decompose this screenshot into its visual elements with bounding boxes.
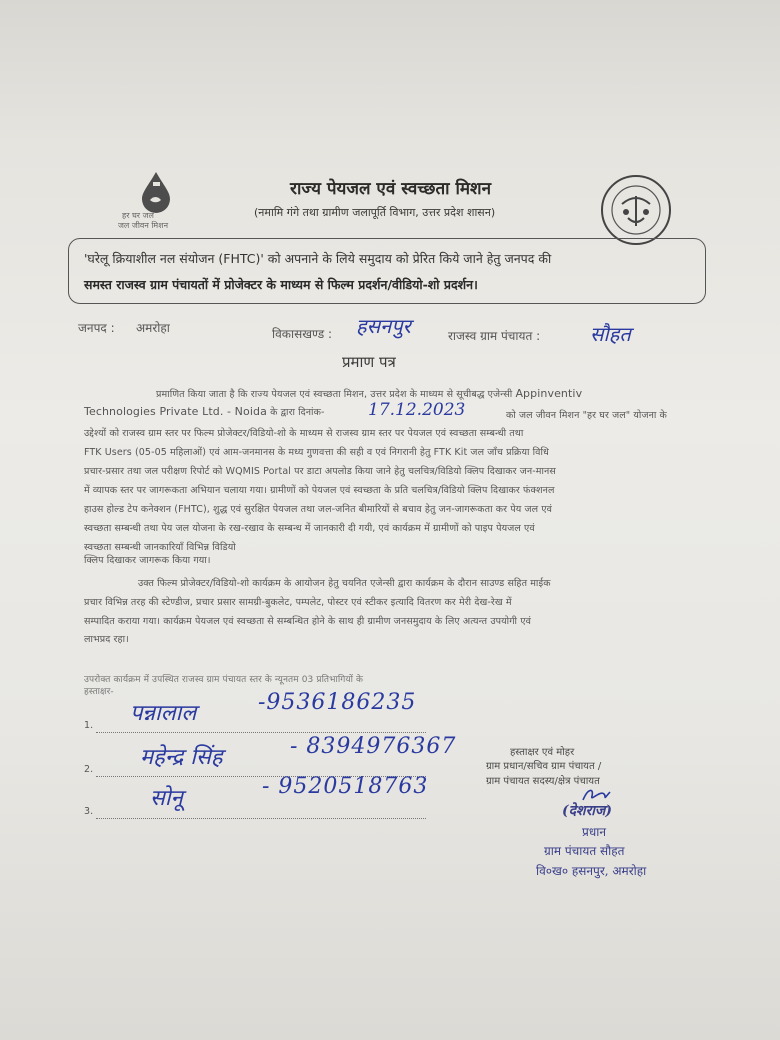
notice-line-2: समस्त राजस्व ग्राम पंचायतों में प्रोजेक्टर के माध्यम से फिल्म प्रदर्शन/वीडियो-शो प्रदर्शन। <box>84 277 478 292</box>
body-line-10: क्लिप दिखाकर जागरूक किया गया। <box>84 555 211 566</box>
signatory-line-3: ग्राम पंचायत सदस्य/क्षेत्र पंचायत <box>486 776 600 787</box>
district-label: जनपद : <box>78 321 115 335</box>
participant-number: 2. <box>84 764 94 775</box>
signatory-line-1: हस्ताक्षर एवं मोहर <box>510 747 575 758</box>
body-line-6: में व्यापक स्तर पर जागरूकता अभियान चलाया गया। ग्रामीणों को पेयजल एवं स्वच्छता के प्रति चलचित्र/विडियो क्लिप दिखाकर फंक्शनल <box>84 485 555 496</box>
stamp-village: ग्राम पंचायत सौहत <box>544 844 625 858</box>
body-line-8: स्वच्छता सम्बन्धी तथा पेय जल योजना के रख-रखाव के सम्बन्ध में जानकारी दी गयी, एवं कार्यक्रम में ग्रामीणों को पाइप पेयजल एवं <box>84 523 535 534</box>
participant-number: 3. <box>84 806 94 817</box>
participant-phone-handwritten: - 9520518763 <box>262 774 429 799</box>
body-line-1 <box>156 387 582 400</box>
participant-phone-handwritten: -9536186235 <box>258 690 417 715</box>
body-line-4: FTK Users (05-05 महिलाओं) एवं आम-जनमानस के मध्य गुणवत्ता की सही व एवं निगरानी हेतु FTK Kit जल जाँच प्रक्रिया विधि <box>84 447 549 458</box>
stamp-role: प्रधान <box>582 825 606 839</box>
para3-line-1: उपरोक्त कार्यक्रम में उपस्थित राजस्व ग्राम पंचायत स्तर के न्यूनतम 03 प्रतिभागियों के <box>84 675 364 685</box>
document-subtitle: (नमामि गंगे तथा ग्रामीण जलापूर्ति विभाग, उत्तर प्रदेश शासन) <box>254 206 496 219</box>
participant-name-handwritten: महेन्द्र सिंह <box>140 745 223 770</box>
company-name-part-2: Technologies Private Ltd. - Noida <box>84 405 267 418</box>
body-line-7: हाउस होल्ड टेप कनेक्शन (FHTC), शुद्ध एवं सुरक्षित पेयजल तथा जल-जनित बीमारियों से बचाव हेतु जन-जागरूकता कर पेय जल एवं <box>84 504 553 515</box>
body-line-3: उद्देश्यों को राजस्व ग्राम स्तर पर फिल्म प्रोजेक्टर/विडियो-शो के माध्यम से राजस्व ग्राम स्तर पर पेयजल एवं स्वच्छता सम्बन्धी तथा <box>84 428 524 439</box>
certificate-heading: प्रमाण पत्र <box>342 353 396 371</box>
logo-caption-1: हर घर जल <box>122 211 154 220</box>
para2-line-1: उक्त फिल्म प्रोजेक्टर/विडियो-शो कार्यक्रम के आयोजन हेतु चयनित एजेन्सी द्वारा कार्यक्रम के दौरान साउण्ड सहित माईक <box>138 578 551 589</box>
document-title: राज्य पेयजल एवं स्वच्छता मिशन <box>290 179 492 199</box>
body-line-2 <box>84 405 325 418</box>
district-value: अमरोहा <box>136 321 170 335</box>
water-drop-icon <box>138 170 174 214</box>
stamp-name: (देशराज) <box>562 803 612 819</box>
block-value-handwritten: हसनपुर <box>356 314 411 338</box>
logo-caption-2: जल जीवन मिशन <box>118 221 169 230</box>
har-ghar-jal-logo <box>112 170 202 232</box>
participant-number: 1. <box>84 720 94 731</box>
notice-box <box>68 238 706 304</box>
stamp-block: वि०ख० हसनपुर, अमरोहा <box>536 864 647 878</box>
signatory-line-2: ग्राम प्रधान/सचिव ग्राम पंचायत / <box>486 761 602 772</box>
up-government-seal-icon <box>600 174 672 246</box>
body-line-9: स्वच्छता सम्बन्धी जानकारियाँ विभिन्न विडियो <box>84 542 236 553</box>
date-label: के द्वारा दिनांक- <box>270 407 325 418</box>
program-date-handwritten: 17.12.2023 <box>368 400 466 420</box>
participant-name-handwritten: पन्नालाल <box>130 701 197 726</box>
body-line-2-end: को जल जीवन मिशन "हर घर जल" योजना के <box>506 410 667 421</box>
panchayat-label: राजस्व ग्राम पंचायत : <box>448 329 541 343</box>
para2-line-3: सम्पादित कराया गया। कार्यक्रम पेयजल एवं स्वच्छता से सम्बन्धित होने के साथ ही ग्रामीण जनसमुदाय के लिए अत्यन्त उपयोगी एवं <box>84 616 531 627</box>
participant-phone-handwritten: - 8394976367 <box>290 734 457 759</box>
block-label: विकासखण्ड : <box>272 327 333 341</box>
company-name-part-1: Appinventiv <box>515 387 583 400</box>
para3-line-2: हस्ताक्षर- <box>84 687 114 697</box>
notice-line-1: 'घरेलू क्रियाशील नल संयोजन (FHTC)' को अपनाने के लिये समुदाय को प्रेरित किये जाने हेतु जनपद की <box>84 251 552 266</box>
panchayat-value-handwritten: सौहत <box>590 322 631 346</box>
para2-line-4: लाभप्रद रहा। <box>84 634 129 645</box>
para2-line-2: प्रचार विभिन्न तरह की स्टेण्डीज, प्रचार प्रसार सामग्री-बुकलेट, पम्पलेट, पोस्टर एवं स्टीकर इत्यादि वितरण कर मेरी देख-रेख में <box>84 597 512 608</box>
body-line-5: प्रचार-प्रसार तथा जल परीक्षण रिपोर्ट को WQMIS Portal पर डाटा अपलोड किया जाने हेतु चलचित्र/विडियो क्लिप दिखाकर जन-मानस <box>84 466 556 477</box>
participant-name-handwritten: सोनू <box>150 786 183 811</box>
body-line-1-text: प्रमाणित किया जाता है कि राज्य पेयजल एवं स्वच्छता मिशन, उत्तर प्रदेश के माध्यम से सूचीबद्ध एजेन्सी <box>156 389 513 400</box>
